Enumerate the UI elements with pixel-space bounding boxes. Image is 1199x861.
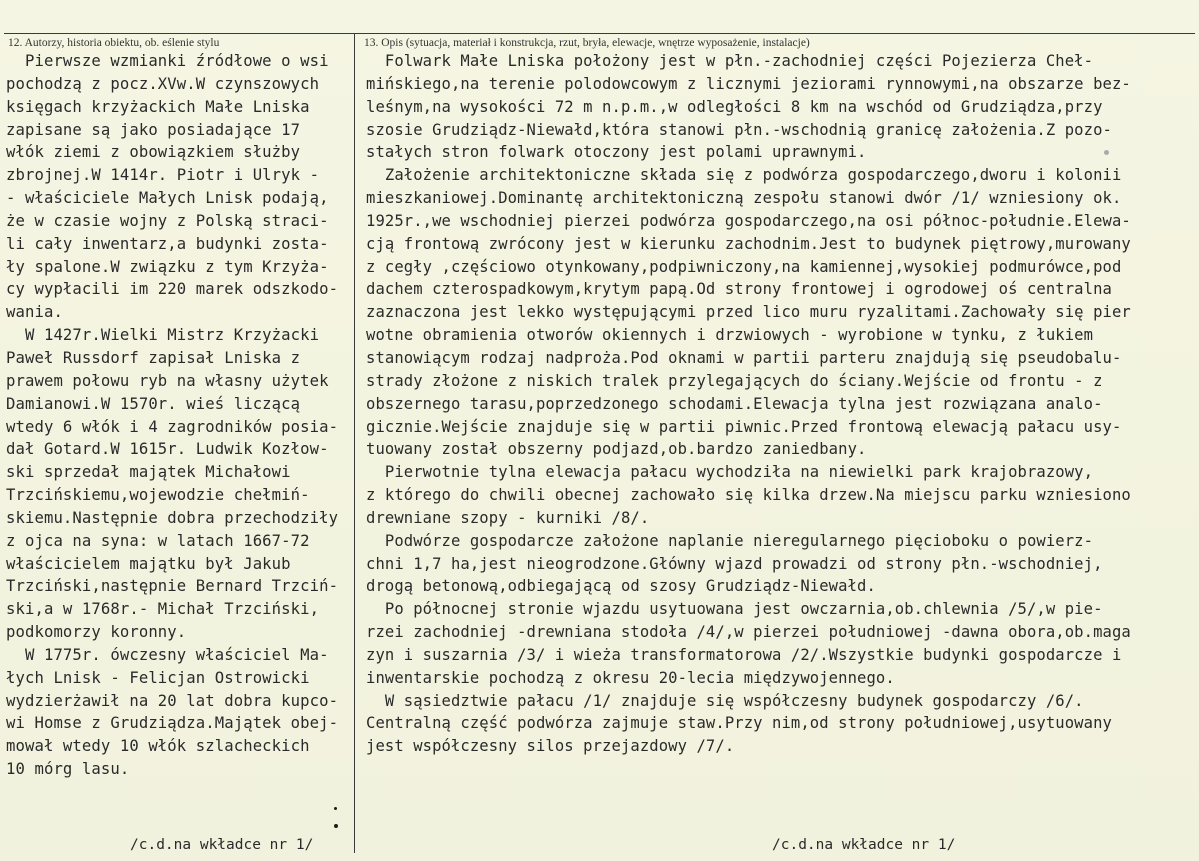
history-text-line: li cały inwentarz,a budynki zosta- <box>6 234 329 253</box>
history-text-line: właścicielem majątku był Jakub <box>6 554 291 573</box>
description-column <box>366 50 1196 758</box>
history-text-line: pochodzą z pocz.XVw.W czynszowych <box>6 74 320 93</box>
history-text-line: prawem połowu ryb na własny użytek <box>6 371 329 390</box>
history-text-line: zbrojnej.W 1414r. Piotr i Ulryk - <box>6 166 320 185</box>
paper-spot <box>1104 150 1109 155</box>
history-text-line: Damianowi.W 1570r. wieś liczącą <box>6 394 301 413</box>
continuation-note-right: /c.d.na wkładce nr 1/ <box>772 837 956 853</box>
description-text-line: strady złożone z niskich tralek przylegających do ściany.Wejście od frontu - z <box>366 371 1103 390</box>
history-text-line: W 1427r.Wielki Mistrz Krzyżacki <box>6 326 320 345</box>
description-text-line: szosie Grudziądz-Niewałd,która stanowi płn.-wschodnią granicę założenia.Z pozo- <box>366 120 1112 139</box>
history-text-line: - właściciele Małych Lnisk podają, <box>6 189 329 208</box>
history-text-line: Trzcińskiemu,wojewodzie chełmiń- <box>6 486 310 505</box>
history-text-line: ski sprzedał majątek Michałowi <box>6 463 291 482</box>
description-text-line: z cegły ,częściowo otynkowany,podpiwniczony,na kamiennej,wysokiej podmurówce,pod <box>366 257 1122 276</box>
description-text-line: leśnym,na wysokości 72 m n.p.m.,w odległości 8 km na wschód od Grudziądza,przy <box>366 97 1103 116</box>
history-text-line: skiemu.Następnie dobra przechodziły <box>6 508 339 527</box>
description-text-line: jest współczesny silos przejazdowy /7/. <box>366 737 735 756</box>
ink-mark <box>334 824 338 828</box>
description-text-line: 1925r.,we wschodniej pierzei podwórza gospodarczego,na osi północ-południe.Elewa- <box>366 211 1131 230</box>
description-text-line: Założenie architektoniczne składa się z podwórza gospodarczego,dworu i kolonii <box>366 166 1122 185</box>
section-12-header: 12. Autorzy, historia obiektu, ob. eślenie stylu <box>8 37 220 49</box>
history-text-line: ły spalone.W związku z tym Krzyża- <box>6 257 329 276</box>
history-text-line: łych Lnisk - Felicjan Ostrowicki <box>6 668 310 687</box>
history-text-line: Trzciński,następnie Bernard Trzciń- <box>6 577 339 596</box>
description-text-line: obszernego tarasu,poprzedzonego schodami.Elewacja tylna jest rozwiązana analo- <box>366 394 1103 413</box>
history-text-line: W 1775r. ówczesny właściciel Ma- <box>6 645 329 664</box>
description-text-line: z którego do chwili obecnej zachowało się kilka drzew.Na miejscu parku wzniesiono <box>366 486 1131 505</box>
description-text-line: zaznaczona jest lekko występującymi przed lico muru ryzalitami.Zachowały się pier <box>366 303 1131 322</box>
history-text-line: wydzierżawił na 20 lat dobra kupco- <box>6 691 339 710</box>
header-divider <box>4 33 1195 34</box>
description-text-line: drewniane szopy - kurniki /8/. <box>366 508 650 527</box>
description-text-line: cją frontową zwrócony jest w kierunku zachodnim.Jest to budynek piętrowy,murowany <box>366 234 1131 253</box>
description-text-line: mińskiego,na terenie polodowcowym z licznymi jeziorami rynnowymi,na obszarze bez- <box>366 74 1131 93</box>
history-text-line: zapisane są jako posiadające 17 <box>6 120 301 139</box>
description-text-line: gicznie.Wejście znajduje się w partii piwnic.Przed frontową elewacją pałacu usy- <box>366 417 1122 436</box>
description-text-line: drogą betonową,odbiegającą od szosy Grudziądz-Niewałd. <box>366 577 876 596</box>
section-13-header: 13. Opis (sytuacja, materiał i konstrukcja, rzut, bryła, elewacje, wnętrze wyposażenie, instalacje) <box>364 37 810 49</box>
description-text-line: dachem czterospadkowym,krytym papą.Od strony frontowej i ogrodowej oś centralna <box>366 280 1112 299</box>
description-text-line: inwentarskie pochodzą z okresu 20-lecia międzywojennego. <box>366 668 895 687</box>
description-text-line: Podwórze gospodarcze założone naplanie nieregularnego pięcioboku o powierz- <box>366 531 1094 550</box>
description-text-line: stałych stron folwark otoczony jest polami uprawnymi. <box>366 143 867 162</box>
history-text-line: wtedy 6 włók i 4 zagrodników posia- <box>6 417 339 436</box>
history-text-line: wania. <box>6 303 63 322</box>
description-text-line: Po północnej stronie wjazdu usytuowana jest owczarnia,ob.chlewnia /5/,w pie- <box>366 600 1103 619</box>
description-text-line: wotne obramienia otworów okiennych i drzwiowych - wyrobione w tynku, z łukiem <box>366 326 1094 345</box>
history-text-line: Paweł Russdorf zapisał Lniska z <box>6 348 301 367</box>
description-text-line: zyn i suszarnia /3/ i wieża transformatorowa /2/.Wszystkie budynki gospodarcze i <box>366 645 1122 664</box>
continuation-note-left: /c.d.na wkładce nr 1/ <box>130 837 314 853</box>
history-text-line: ski,a w 1768r.- Michał Trzciński, <box>6 600 320 619</box>
history-text-line: cy wypłacili im 220 marek odszkodo- <box>6 280 339 299</box>
description-text-line: rzei zachodniej -drewniana stodoła /4/,w pierzei południowej -dawna obora,ob.maga <box>366 623 1131 642</box>
history-text-line: Pierwsze wzmianki źródłowe o wsi <box>6 52 329 70</box>
description-text-line: stanowiącym rodzaj nadproża.Pod oknami w partii parteru znajdują się pseudobalu- <box>366 348 1122 367</box>
description-text-line: tuowany został obszerny podjazd,ob.bardzo zaniedbany. <box>366 440 867 459</box>
history-text-line: z ojca na syna: w latach 1667-72 <box>6 531 310 550</box>
history-text-line: księgach krzyżackich Małe Lniska <box>6 97 310 116</box>
description-text-line: W sąsiedztwie pałacu /1/ znajduje się współczesny budynek gospodarczy /6/. <box>366 691 1084 710</box>
description-text-line: mieszkaniowej.Dominantę architektoniczną zespołu stanowi dwór /1/ wzniesiony ok. <box>366 189 1122 208</box>
history-text-line: mował wtedy 10 włók szlacheckich <box>6 737 310 756</box>
history-text-line: włók ziemi z obowiązkiem służby <box>6 143 301 162</box>
history-text-line: dał Gotard.W 1615r. Ludwik Kozłow- <box>6 440 329 459</box>
history-text-line: podkomorzy koronny. <box>6 623 187 642</box>
history-column <box>6 50 356 781</box>
history-text-line: 10 mórg lasu. <box>6 760 130 779</box>
description-text-line: Folwark Małe Lniska położony jest w płn.-zachodniej części Pojezierza Cheł- <box>366 52 1094 70</box>
ink-mark <box>334 807 337 810</box>
history-text-line: wi Homse z Grudziądza.Majątek obej- <box>6 714 339 733</box>
history-text-line: że w czasie wojny z Polską straci- <box>6 211 329 230</box>
description-text-line: Pierwotnie tylna elewacja pałacu wychodziła na niewielki park krajobrazowy, <box>366 463 1094 482</box>
description-text-line: Centralną część podwórza zajmuje staw.Przy nim,od strony południowej,usytuowany <box>366 714 1112 733</box>
description-text-line: chni 1,7 ha,jest nieogrodzone.Główny wjazd prowadzi od strony płn.-wschodniej, <box>366 554 1103 573</box>
